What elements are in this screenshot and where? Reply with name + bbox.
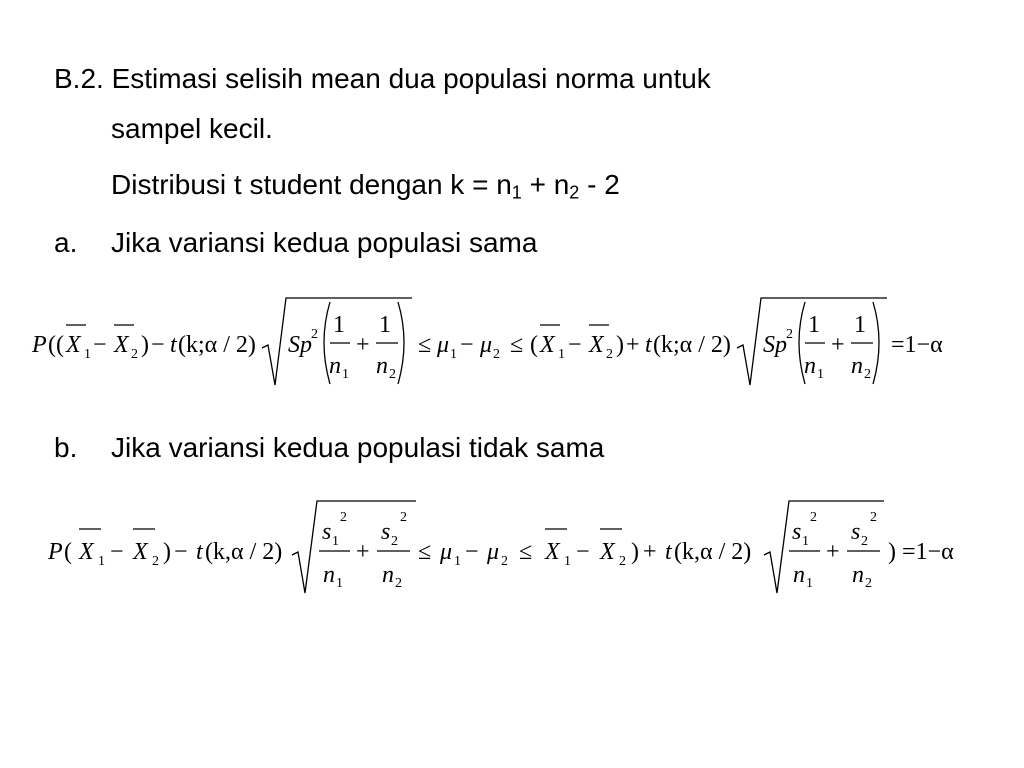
formula-b-mu: μ (440, 539, 453, 565)
formula-b-sub: 1 (564, 554, 571, 569)
formula-b-sub: 2 (865, 576, 872, 591)
formula-b-s: s (322, 519, 332, 545)
formula-a-one: 1 (854, 312, 866, 338)
formula-a-sub: 1 (84, 347, 91, 362)
formula-b-sub: 1 (802, 534, 809, 549)
distribution-sub-1: 1 (511, 182, 522, 203)
formula-b-sub: 2 (395, 576, 402, 591)
formula-b-t: t (665, 539, 672, 565)
formula-b-sub: 2 (501, 554, 508, 569)
formula-b-le: ≤ (519, 539, 533, 565)
heading-number: B.2. (54, 63, 104, 94)
formula-a-minus: − (93, 332, 107, 358)
formula-a-lparen: ( (530, 332, 538, 358)
formula-b-sub: 1 (336, 576, 343, 591)
formula-a-Sp: Sp (763, 332, 787, 358)
formula-b-plus: + (826, 539, 840, 565)
formula-b-s: s (381, 519, 391, 545)
formula-b-sub: 1 (332, 534, 339, 549)
distribution-text: Distribusi t student dengan k = n (111, 169, 512, 200)
formula-a-le: ≤ (510, 332, 524, 358)
formula-a-plus: + (831, 332, 845, 358)
formula-a-X1: X (66, 332, 81, 358)
formula-b-X2: X (600, 539, 615, 565)
formula-b-minus: − (174, 539, 188, 565)
formula-a-sub: 1 (450, 347, 457, 362)
formula-a-plus: + (356, 332, 370, 358)
formula-b-sub: 2 (619, 554, 626, 569)
formula-b-minus: − (110, 539, 124, 565)
formula-a-le: ≤ (418, 332, 432, 358)
formula-b-rparen: ) (163, 539, 171, 565)
formula-a-sub: 2 (389, 367, 396, 382)
formula-a-t: t (645, 332, 652, 358)
formula-a-sq: 2 (311, 327, 318, 342)
formula-b-sub: 1 (806, 576, 813, 591)
formula-b-minus: − (465, 539, 479, 565)
item-b-text: Jika variansi kedua populasi tidak sama (111, 432, 605, 463)
distribution-line (111, 168, 620, 202)
formula-a-sub: 2 (606, 347, 613, 362)
formula-a-eq-tail: =1−α (891, 332, 943, 358)
formula-a-X2: X (589, 332, 604, 358)
formula-b-X2: X (133, 539, 148, 565)
formula-a-mu: μ (437, 332, 450, 358)
formula-b-P: P (48, 539, 63, 565)
formula-a-sq: 2 (786, 327, 793, 342)
formula-a-minus: − (151, 332, 165, 358)
formula-a-one: 1 (808, 312, 820, 338)
formula-a-kalpha: (k;α / 2) (178, 332, 256, 358)
formula-a-sub: 1 (817, 367, 824, 382)
formula-a-sub: 2 (493, 347, 500, 362)
formula-b-minus: − (576, 539, 590, 565)
formula-b-rparen: ) (631, 539, 639, 565)
formula-a-rparen-big (398, 302, 404, 384)
formula-a-t: t (170, 332, 177, 358)
formula-b-lparen: ( (64, 539, 72, 565)
distribution-sub-2: 2 (569, 182, 580, 203)
formula-a-sub: 2 (864, 367, 871, 382)
formula-a-rparen: ) (616, 332, 624, 358)
formula-b-kalpha: (k,α / 2) (205, 539, 283, 565)
formula-b-sq: 2 (810, 510, 817, 525)
item-a-text: Jika variansi kedua populasi sama (111, 227, 538, 258)
formula-a-minus: − (568, 332, 582, 358)
formula-b-sq: 2 (870, 510, 877, 525)
formula-b-s: s (792, 519, 802, 545)
formula-a-n: n (851, 353, 863, 379)
formula-b-s: s (851, 519, 861, 545)
formula-a-kalpha: (k;α / 2) (653, 332, 731, 358)
formula-b-n: n (852, 562, 864, 588)
formula-a-open: (( (48, 332, 64, 358)
formula-b-sub: 1 (454, 554, 461, 569)
formula-b-sq: 2 (400, 510, 407, 525)
formula-b-t: t (196, 539, 203, 565)
formula-a-one: 1 (379, 312, 391, 338)
slide-heading (54, 62, 711, 96)
formula-b-mu: μ (487, 539, 500, 565)
formula-a-X1: X (540, 332, 555, 358)
formula-b-plus: + (356, 539, 370, 565)
heading-text: Estimasi selisih mean dua populasi norma untuk (111, 63, 711, 94)
formula-a-sub: 2 (131, 347, 138, 362)
formula-a-Sp: Sp (288, 332, 312, 358)
formula-a-plus: + (626, 332, 640, 358)
formula-b-eq-tail: ) =1−α (888, 539, 954, 565)
item-a-marker: a. (54, 227, 78, 258)
formula-a-rparen: ) (141, 332, 149, 358)
formula-b-sub: 2 (152, 554, 159, 569)
formula-a-n: n (376, 353, 388, 379)
formula-unequal-variance (0, 495, 1024, 615)
formula-a-sub: 1 (342, 367, 349, 382)
formula-b-le: ≤ (418, 539, 432, 565)
formula-a-sub: 1 (558, 347, 565, 362)
formula-b-X1: X (79, 539, 94, 565)
formula-b-n: n (382, 562, 394, 588)
formula-b-n: n (323, 562, 335, 588)
formula-a-n: n (804, 353, 816, 379)
item-b-marker: b. (54, 432, 78, 463)
formula-equal-variance (0, 290, 1024, 420)
formula-b-kalpha: (k,α / 2) (674, 539, 752, 565)
formula-a-rparen-big (873, 302, 879, 384)
distribution-plus: + n (521, 169, 570, 200)
formula-a-one: 1 (333, 312, 345, 338)
formula-a-minus: − (460, 332, 474, 358)
formula-b-sub: 2 (861, 534, 868, 549)
slide-heading-continuation: sampel kecil. (111, 113, 273, 144)
formula-a-P: P (32, 332, 47, 358)
formula-b-plus: + (643, 539, 657, 565)
formula-a-mu: μ (480, 332, 493, 358)
formula-b-sq: 2 (340, 510, 347, 525)
formula-b-sub: 1 (98, 554, 105, 569)
distribution-tail: - 2 (579, 169, 620, 200)
formula-a-X2: X (114, 332, 129, 358)
formula-a-n: n (329, 353, 341, 379)
formula-b-n: n (793, 562, 805, 588)
formula-b-X1: X (545, 539, 560, 565)
formula-b-sub: 2 (391, 534, 398, 549)
